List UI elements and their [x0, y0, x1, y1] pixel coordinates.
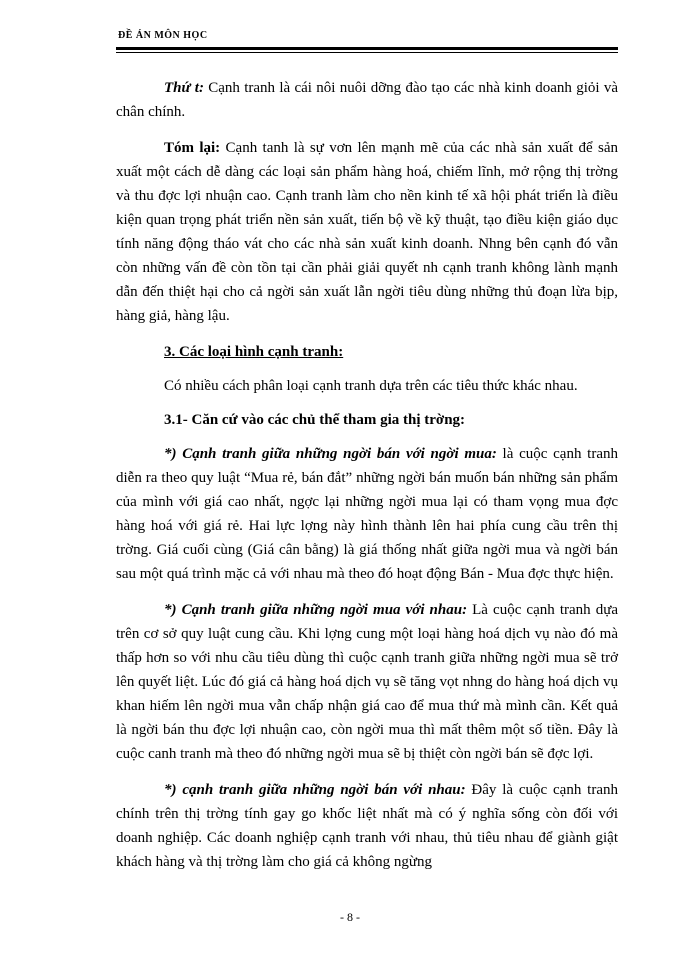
paragraph-tom-lai: [116, 136, 618, 328]
paragraph-thu-tu: [116, 76, 618, 124]
paragraph-text: Là cuộc cạnh tranh dựa trên cơ sở quy luật cung cầu. Khi lợng cung một loại hàng hoá dịch vụ nào đó mà thấp hơn so với nhu cầu tiêu dùng thì cuộc cạnh tranh giữa những ngời mua sẽ trở lên quyết liệt. Lúc đó giá cả hàng hoá dịch vụ sẽ tăng vọt nhng do hàng hoá dịch vụ khan hiếm lên ngời mua vẫn chấp nhận giá cao để mua thứ mà mình cần. Kết quả là ngời bán thu đợc lợi nhuận cao, còn ngời mua thì mất thêm một số tiền. Đây là cuộc canh tranh mà theo đó những ngời mua sẽ bị thiệt còn ngời bán sẽ đợc lợi.: [116, 602, 618, 762]
paragraph-text: là cuộc cạnh tranh diễn ra theo quy luật “Mua rẻ, bán đắt” những ngời bán muốn bán những sản phẩm của mình với giá cao nhất, ngợc lại những ngời mua lại có tham vọng mua đợc hàng hoá với giá rẻ. Hai lực lợng này hình thành lên hai phía cung cầu trên thị trờng. Giá cuối cùng (Giá cân bằng) là giá thống nhất giữa ngời mua và ngời bán sau một quá trình mặc cả với nhau mà theo đó hoạt động Bán - Mua đợc thực hiện.: [116, 446, 618, 582]
paragraph-label: *) cạnh tranh giữa những ngời bán với nhau:: [164, 782, 466, 798]
paragraph-ban-voi-mua: [116, 442, 618, 586]
paragraph-label: Tóm lại:: [164, 140, 221, 156]
paragraph-label: *) Cạnh tranh giữa những ngời mua với nhau:: [164, 602, 468, 618]
paragraph-mua-voi-nhau: [116, 598, 618, 766]
document-body: [116, 76, 618, 874]
paragraph-text: Đây là cuộc cạnh tranh chính trên thị trờng tính gay go khốc liệt nhất mà có ý nghĩa sống còn đối với doanh nghiệp. Các doanh nghiệp cạnh tranh với nhau, thủ tiêu nhau để giành giật khách hàng và thị trờng làm cho giá cả không ngừng: [116, 782, 618, 870]
header-rule-thin: [116, 52, 618, 53]
page-header-title: ĐỀ ÁN MÔN HỌC: [118, 30, 208, 41]
paragraph-ban-voi-nhau: [116, 778, 618, 874]
header-rule-thick: [116, 47, 618, 50]
page-number: - 8 -: [340, 910, 360, 924]
paragraph-intro: Có nhiều cách phân loại cạnh tranh dựa trên các tiêu thức khác nhau.: [164, 378, 578, 394]
paragraph-text: Cạnh tranh là cái nôi nuôi dỡng đào tạo các nhà kinh doanh giỏi và chân chính.: [116, 80, 618, 120]
paragraph-text: Cạnh tanh là sự vơn lên mạnh mẽ của các nhà sản xuất để sản xuất một cách dễ dàng các loại sản phẩm hàng hoá, chiếm lĩnh, mở rộng thị trờng và thu đợc lợi nhuận cao. Cạnh tranh làm cho nền kinh tế xã hội phát triển là điều kiện quan trọng phát triển nền sản xuất, tiến bộ về kỹ thuật, tạo điều kiện giáo dục tính năng động tháo vát cho các nhà sản xuất kinh doanh. Nhng bên cạnh đó vẫn còn những vấn đề còn tồn tại cần phải giải quyết nh cạnh tranh không lành mạnh dẫn đến thiệt hại cho cả ngời sản xuất lẫn ngời tiêu dùng những thủ đoạn lừa bịp, hàng giả, hàng lậu.: [116, 140, 618, 324]
paragraph-label: Thứ t:: [164, 80, 204, 96]
paragraph-label: *) Cạnh tranh giữa những ngời bán với ngời mua:: [164, 446, 497, 462]
section-heading-3: 3. Các loại hình cạnh tranh:: [164, 344, 344, 360]
section-heading-3-1: 3.1- Căn cứ vào các chủ thể tham gia thị trờng:: [164, 412, 466, 428]
